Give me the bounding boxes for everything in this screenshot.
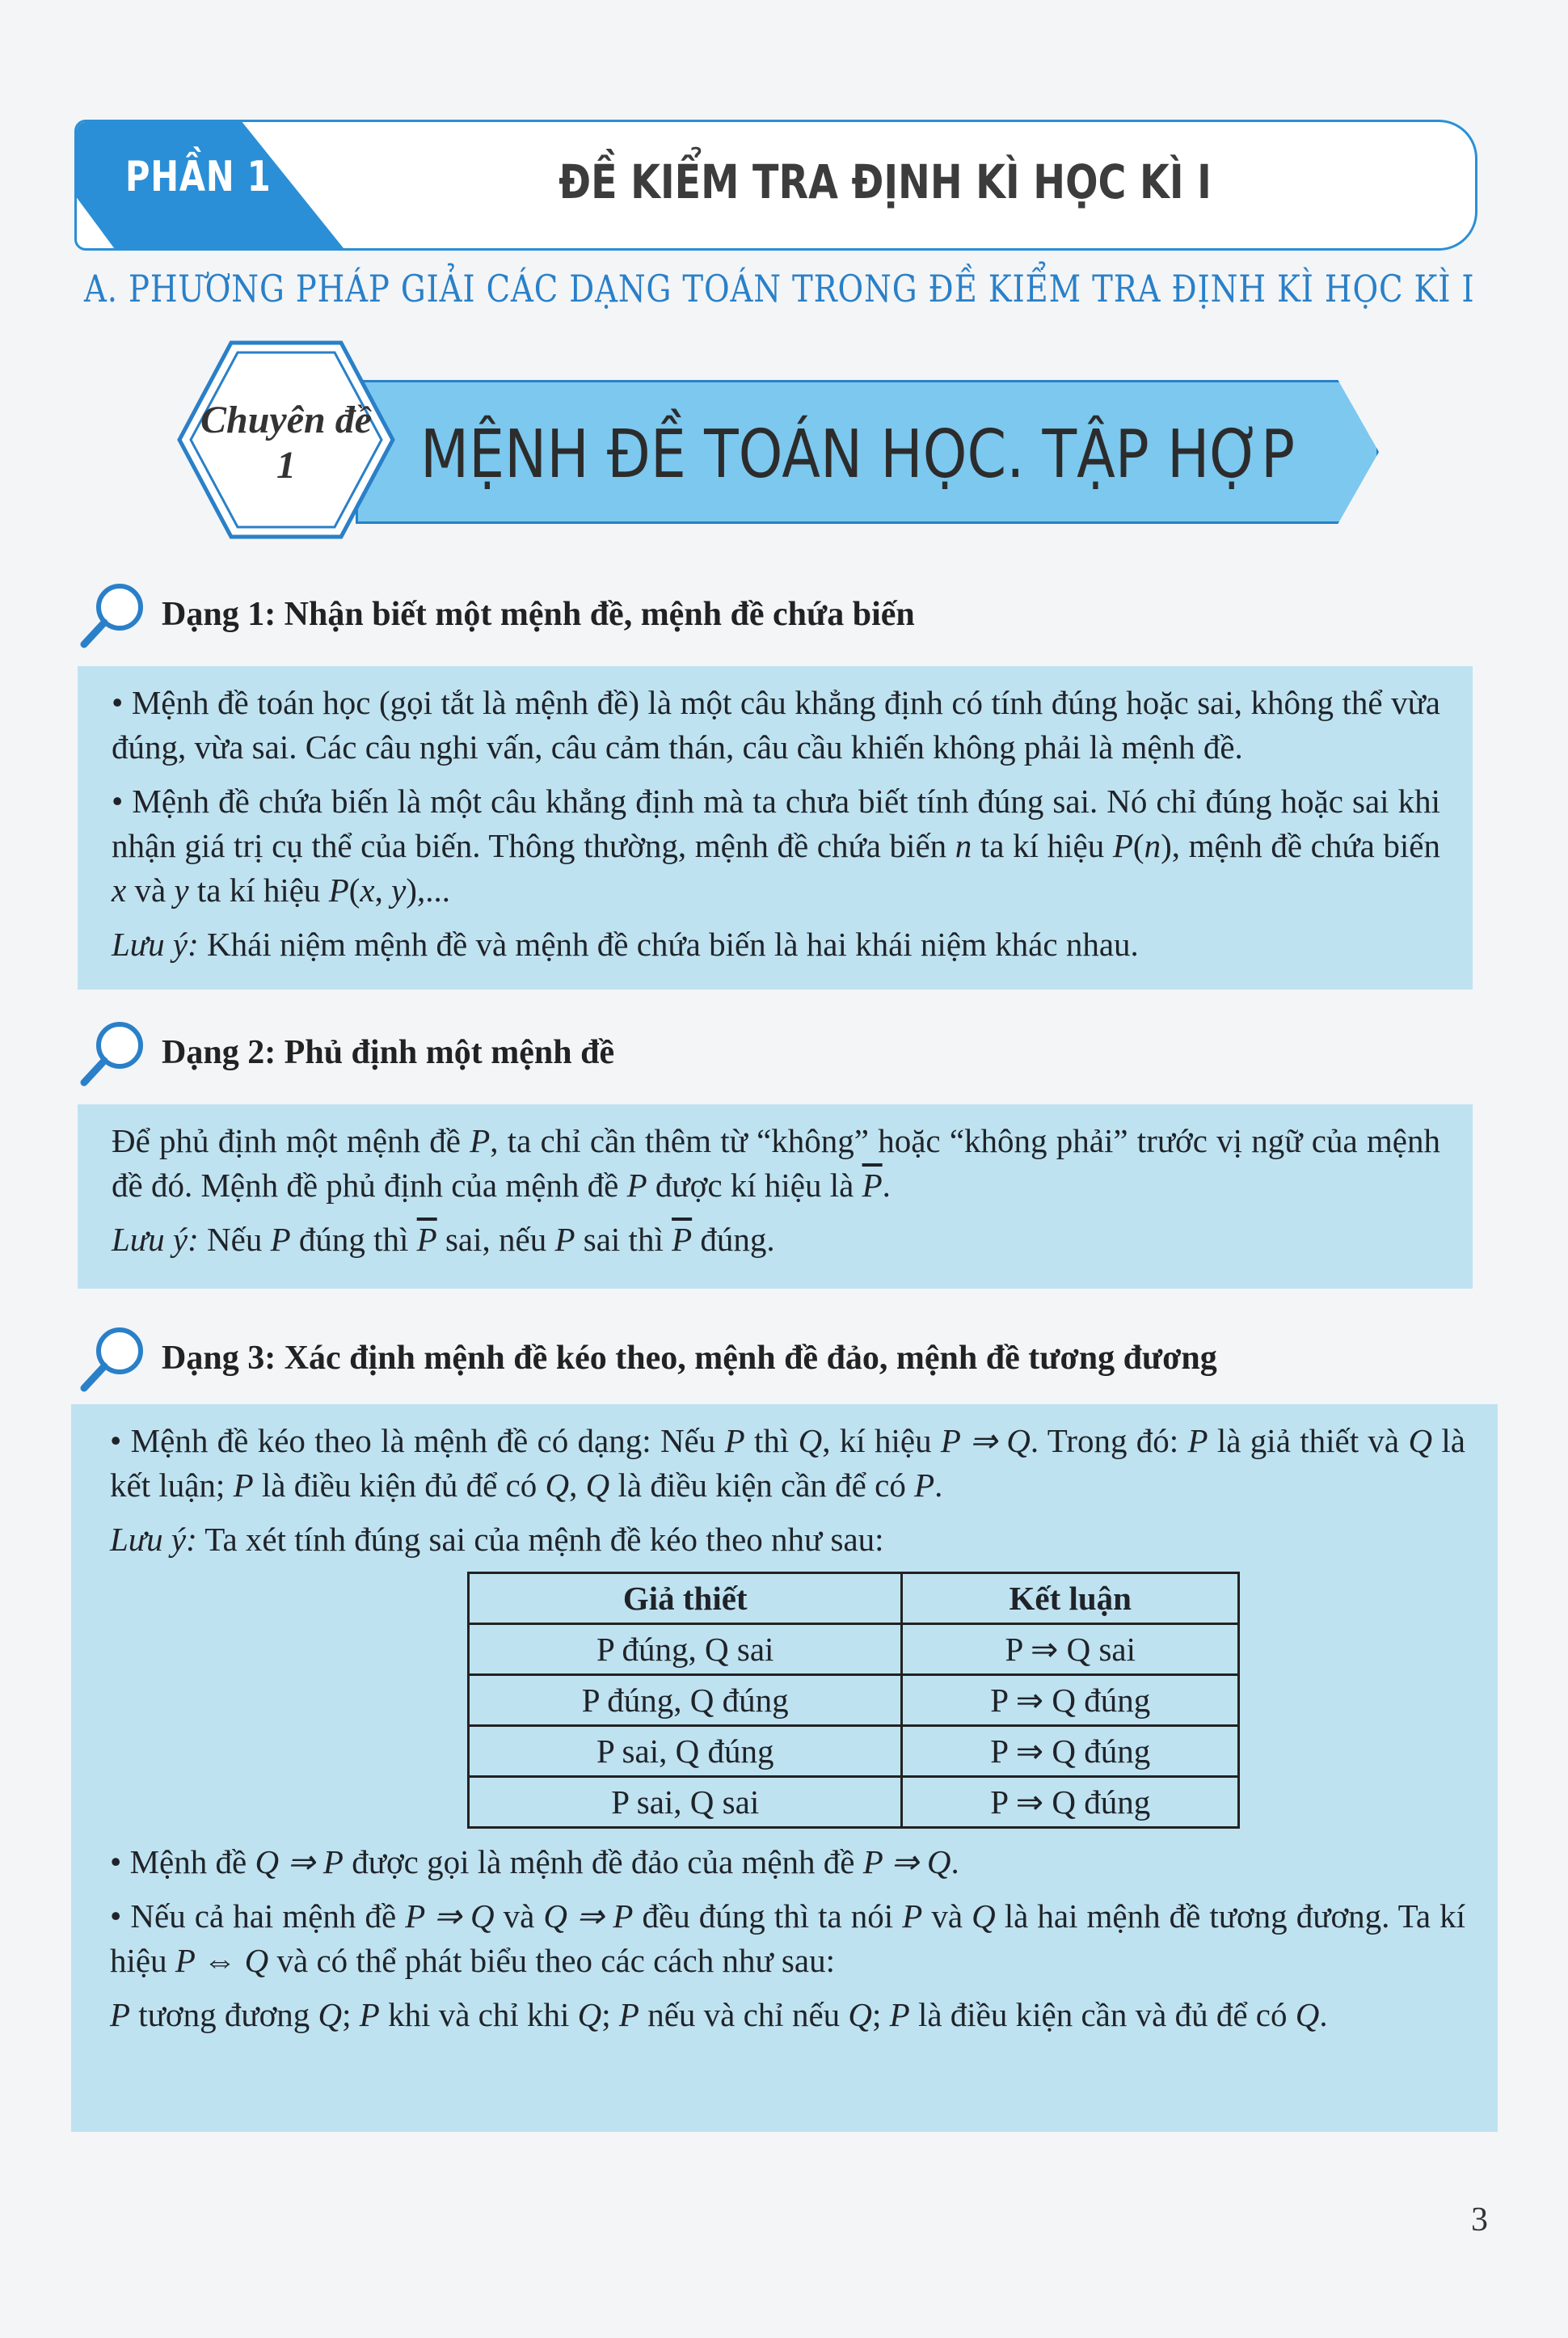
math-text: P bbox=[914, 1467, 935, 1504]
paragraph bbox=[112, 681, 1440, 770]
dang3-title: Dạng 3: Xác định mệnh đề kéo theo, mệnh đề đảo, mệnh đề tương đương bbox=[162, 1340, 1217, 1377]
math-text: Q bbox=[545, 1467, 570, 1504]
math-text: Q ⇒ P bbox=[543, 1897, 634, 1935]
math-text: P bbox=[554, 1221, 575, 1258]
text-run: là điều kiện cần để có bbox=[609, 1467, 915, 1504]
part-label: PHẦN 1 bbox=[125, 153, 272, 201]
text-run: . bbox=[950, 1843, 959, 1880]
text-run: Khái niệm mệnh đề và mệnh đề chứa biến là hai khái niệm khác nhau. bbox=[198, 926, 1139, 963]
text-run: . Trong đó: bbox=[1030, 1422, 1188, 1459]
text-run: được gọi là mệnh đề đảo của mệnh đề bbox=[343, 1843, 863, 1880]
math-text: P bbox=[626, 1167, 647, 1204]
text-run: sai, nếu bbox=[436, 1221, 555, 1258]
text-run: • Mệnh đề bbox=[110, 1843, 255, 1880]
topic-label-text: Chuyên đề bbox=[200, 399, 372, 441]
paragraph bbox=[110, 1993, 1465, 2037]
dang3-heading bbox=[78, 1326, 1217, 1391]
text-run: • Mệnh đề chứa biến là một câu khẳng định mà ta chưa biết tính đúng sai. Nó chỉ đúng hoặc sai khi nhận giá trị cụ thể của biến. Thông thường, mệnh đề chứa biến bbox=[112, 783, 1440, 864]
math-text: Lưu ý: bbox=[112, 1221, 199, 1258]
math-text: Q bbox=[848, 1996, 872, 2033]
math-text: P bbox=[889, 1996, 910, 2033]
text-run: đều đúng thì ta nói bbox=[633, 1897, 903, 1935]
table-cell: P đúng, Q sai bbox=[469, 1624, 902, 1675]
part-title: ĐỀ KIỂM TRA ĐỊNH KÌ HỌC KÌ I bbox=[558, 154, 1212, 209]
math-text: P ⇒ Q bbox=[405, 1897, 495, 1935]
text-run: • Nếu cả hai mệnh đề bbox=[110, 1897, 406, 1935]
dang2-box bbox=[78, 1104, 1473, 1289]
table-row bbox=[469, 1777, 1239, 1828]
math-text: y bbox=[391, 871, 407, 909]
text-run: ; bbox=[342, 1996, 360, 2033]
negation-symbol: $\overline{P}$ bbox=[416, 1221, 437, 1258]
math-text: Lưu ý: bbox=[112, 926, 199, 963]
text-run: và bbox=[494, 1897, 544, 1935]
text-run: . bbox=[1319, 1996, 1328, 2033]
math-text: x bbox=[360, 871, 375, 909]
math-text: Q bbox=[1408, 1422, 1433, 1459]
text-run: đúng. bbox=[692, 1221, 775, 1258]
text-run: là điều kiện đủ để có bbox=[253, 1467, 546, 1504]
part-banner bbox=[74, 120, 1477, 251]
negation-symbol: $\overline{P}$ bbox=[862, 1167, 883, 1204]
text-run: • Mệnh đề toán học (gọi tắt là mệnh đề) là một câu khẳng định có tính đúng hoặc sai, không thể vừa đúng, vừa sai. Các câu nghi vấn, câu cảm thán, câu cầu khiến không phải là mệnh đề. bbox=[112, 684, 1440, 766]
text-run: và bbox=[922, 1897, 972, 1935]
section-heading: A. PHƯƠNG PHÁP GIẢI CÁC DẠNG TOÁN TRONG ĐỀ KIỂM TRA ĐỊNH KÌ HỌC KÌ I bbox=[84, 267, 1475, 310]
magnifier-icon bbox=[78, 1322, 150, 1395]
math-text: P bbox=[902, 1897, 923, 1935]
table-cell: P ⇒ Q đúng bbox=[902, 1726, 1239, 1777]
text-run: ( bbox=[1132, 827, 1144, 864]
math-text: P bbox=[470, 1122, 491, 1159]
topic-number: 1 bbox=[276, 444, 296, 487]
text-run: là điều kiện cần và đủ để có bbox=[909, 1996, 1296, 2033]
dang1-title: Dạng 1: Nhận biết một mệnh đề, mệnh đề chứa biến bbox=[162, 596, 915, 633]
text-run: ),... bbox=[406, 871, 450, 909]
table-cell: P sai, Q đúng bbox=[469, 1726, 902, 1777]
dang3-content-before bbox=[110, 1419, 1465, 1562]
text-run: , ta chỉ cần thêm từ “không” hoặc “không phải” trước vị ngữ của mệnh đề đó. Mệnh đề phủ định của mệnh đề bbox=[112, 1122, 1440, 1204]
math-text: P bbox=[618, 1996, 639, 2033]
math-text: Q bbox=[798, 1422, 823, 1459]
topic-label bbox=[191, 398, 381, 488]
paragraph bbox=[112, 1119, 1440, 1208]
text-run: tương đương bbox=[130, 1996, 318, 2033]
topic-title: MỆNH ĐỀ TOÁN HỌC. TẬP HỢP bbox=[420, 416, 1296, 493]
table-header: Kết luận bbox=[902, 1573, 1239, 1624]
math-text: Q bbox=[972, 1897, 996, 1935]
text-run: . bbox=[934, 1467, 943, 1504]
math-text: P ⇔ Q bbox=[175, 1942, 269, 1979]
paragraph bbox=[112, 779, 1440, 913]
text-run: , bbox=[569, 1467, 586, 1504]
text-run: ( bbox=[348, 871, 360, 909]
truth-table bbox=[467, 1572, 1240, 1829]
math-text: P bbox=[359, 1996, 380, 2033]
text-run: ; bbox=[601, 1996, 619, 2033]
paragraph bbox=[110, 1894, 1465, 1983]
table-cell: P ⇒ Q đúng bbox=[902, 1675, 1239, 1726]
paragraph bbox=[110, 1517, 1465, 1562]
dang1-box bbox=[78, 666, 1473, 990]
math-text: P ⇒ Q bbox=[862, 1843, 951, 1880]
dang2-heading bbox=[78, 1020, 614, 1085]
text-run: Nếu bbox=[198, 1221, 271, 1258]
text-run: sai thì bbox=[575, 1221, 672, 1258]
text-run: khi và chỉ khi bbox=[379, 1996, 578, 2033]
text-run: , bbox=[374, 871, 392, 909]
magnifier-icon bbox=[78, 1016, 150, 1089]
text-run: , kí hiệu bbox=[822, 1422, 941, 1459]
math-text: Lưu ý: bbox=[110, 1521, 197, 1558]
dang1-content bbox=[112, 681, 1440, 967]
table-header: Giả thiết bbox=[469, 1573, 902, 1624]
text-run: ; bbox=[872, 1996, 890, 2033]
text-run: là hai mệnh đề tương đương. Ta kí hiệu bbox=[110, 1897, 1465, 1979]
dang2-content bbox=[112, 1119, 1440, 1262]
text-run: và bbox=[126, 871, 175, 909]
text-run: Để phủ định một mệnh đề bbox=[112, 1122, 470, 1159]
table-row bbox=[469, 1726, 1239, 1777]
math-text: P bbox=[1187, 1422, 1208, 1459]
table-cell: P ⇒ Q đúng bbox=[902, 1777, 1239, 1828]
text-run: ta kí hiệu bbox=[188, 871, 329, 909]
text-run: thì bbox=[744, 1422, 799, 1459]
math-text: P bbox=[328, 871, 349, 909]
text-run: . bbox=[882, 1167, 891, 1204]
text-run: là giả thiết và bbox=[1208, 1422, 1409, 1459]
dang3-content-after bbox=[110, 1840, 1465, 2037]
math-text: P bbox=[110, 1996, 131, 2033]
text-run: và có thể phát biểu theo các cách như sau: bbox=[268, 1942, 835, 1979]
magnifier-icon bbox=[78, 578, 150, 651]
dang2-title: Dạng 2: Phủ định một mệnh đề bbox=[162, 1034, 615, 1071]
text-run: ta kí hiệu bbox=[972, 827, 1113, 864]
negation-symbol: $\overline{P}$ bbox=[672, 1221, 693, 1258]
math-text: Q bbox=[585, 1467, 610, 1504]
math-text: y bbox=[174, 871, 189, 909]
dang1-heading bbox=[78, 582, 915, 647]
math-text: Q bbox=[1295, 1996, 1320, 2033]
page-number: 3 bbox=[1471, 2201, 1488, 2239]
math-text: P bbox=[270, 1221, 291, 1258]
math-text: n bbox=[1144, 827, 1161, 864]
math-text: P ⇒ Q bbox=[940, 1422, 1031, 1459]
paragraph bbox=[112, 922, 1440, 967]
math-text: x bbox=[112, 871, 127, 909]
table-cell: P sai, Q sai bbox=[469, 1777, 902, 1828]
math-text: P bbox=[724, 1422, 745, 1459]
table-row bbox=[469, 1624, 1239, 1675]
math-text: Q bbox=[318, 1996, 343, 2033]
math-text: Q bbox=[577, 1996, 602, 2033]
table-cell: P đúng, Q đúng bbox=[469, 1675, 902, 1726]
text-run: nếu và chỉ nếu bbox=[639, 1996, 849, 2033]
math-text: P bbox=[1112, 827, 1133, 864]
paragraph bbox=[110, 1419, 1465, 1508]
text-run: • Mệnh đề kéo theo là mệnh đề có dạng: Nếu bbox=[110, 1422, 725, 1459]
text-run: ), mệnh đề chứa biến bbox=[1161, 827, 1440, 864]
text-run: đúng thì bbox=[290, 1221, 417, 1258]
text-run: được kí hiệu là bbox=[647, 1167, 862, 1204]
text-run: Ta xét tính đúng sai của mệnh đề kéo theo như sau: bbox=[196, 1521, 884, 1558]
table-cell: P ⇒ Q sai bbox=[902, 1624, 1239, 1675]
math-text: P bbox=[233, 1467, 254, 1504]
math-text: Q ⇒ P bbox=[255, 1843, 344, 1880]
table-row bbox=[469, 1675, 1239, 1726]
paragraph bbox=[112, 1218, 1440, 1262]
paragraph bbox=[110, 1840, 1465, 1884]
text-run: là kết luận; bbox=[110, 1422, 1465, 1504]
math-text: n bbox=[955, 827, 972, 864]
dang3-box bbox=[71, 1404, 1498, 2132]
